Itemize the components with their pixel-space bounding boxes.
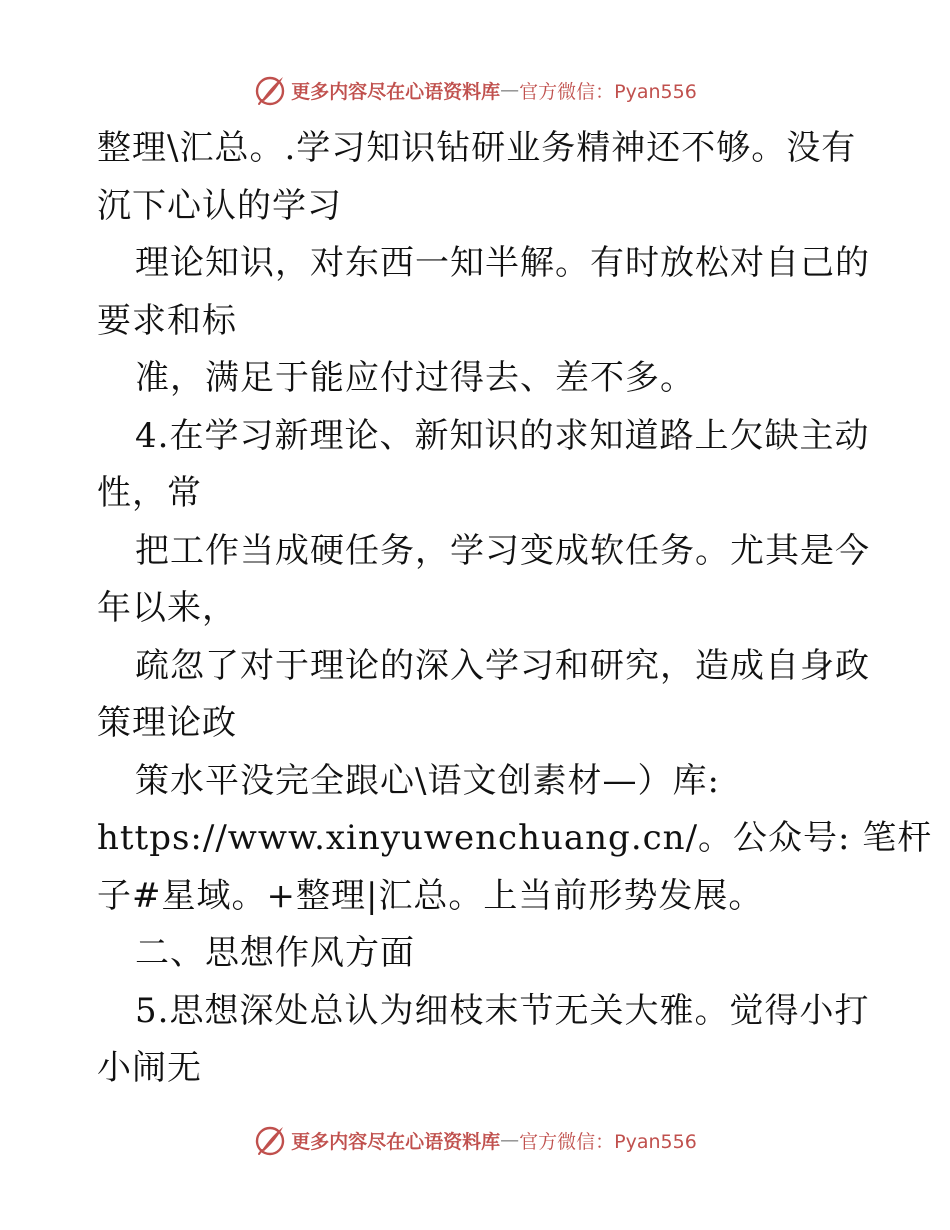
text-line: https://www.xinyuwenchuang.cn/。公众号: 笔杆 bbox=[97, 818, 933, 858]
header-banner bbox=[0, 70, 950, 110]
banner-contact-text: 官方微信：Pyan556 bbox=[519, 80, 697, 103]
banner-brand-text: 更多内容尽在心语资料库 bbox=[291, 1130, 501, 1153]
text-line: 策理论政 bbox=[97, 703, 237, 743]
banner-brand-text: 更多内容尽在心语资料库 bbox=[291, 80, 501, 103]
text-line: 沉下心认的学习 bbox=[97, 185, 342, 226]
text-line: 理论知识，对东西一知半解。有时放松对自己的 bbox=[135, 243, 870, 283]
banner-dash: — bbox=[500, 1129, 520, 1151]
text-line: 二、思想作风方面 bbox=[135, 933, 415, 973]
banner-contact-text: 官方微信：Pyan556 bbox=[519, 1130, 697, 1153]
text-line: 子#星域。+整理|汇总。上当前形势发展。 bbox=[97, 875, 764, 916]
quill-pen-logo-icon bbox=[253, 1123, 287, 1157]
banner-dash: — bbox=[500, 79, 520, 101]
text-line: 小闹无 bbox=[97, 1048, 202, 1088]
document-body bbox=[97, 120, 933, 1098]
text-line: 5.思想深处总认为细枝末节无关大雅。觉得小打 bbox=[135, 990, 870, 1031]
text-line: 4.在学习新理论、新知识的求知道路上欠缺主动 bbox=[135, 415, 870, 456]
text-line: 整理\汇总。.学习知识钻研业务精神还不够。没有 bbox=[97, 128, 857, 168]
text-line: 疏忽了对于理论的深入学习和研究，造成自身政 bbox=[135, 645, 870, 686]
text-line: 准，满足于能应付过得去、差不多。 bbox=[135, 358, 695, 398]
footer-banner bbox=[0, 1120, 950, 1160]
text-line: 策水平没完全跟心\语文创素材—）库: bbox=[135, 760, 720, 801]
quill-pen-logo-icon bbox=[253, 73, 287, 107]
text-line: 把工作当成硬任务，学习变成软任务。尤其是今 bbox=[135, 530, 870, 571]
text-line: 年以来， bbox=[97, 588, 237, 628]
text-line: 性，常 bbox=[97, 473, 202, 513]
text-line: 要求和标 bbox=[97, 300, 237, 341]
